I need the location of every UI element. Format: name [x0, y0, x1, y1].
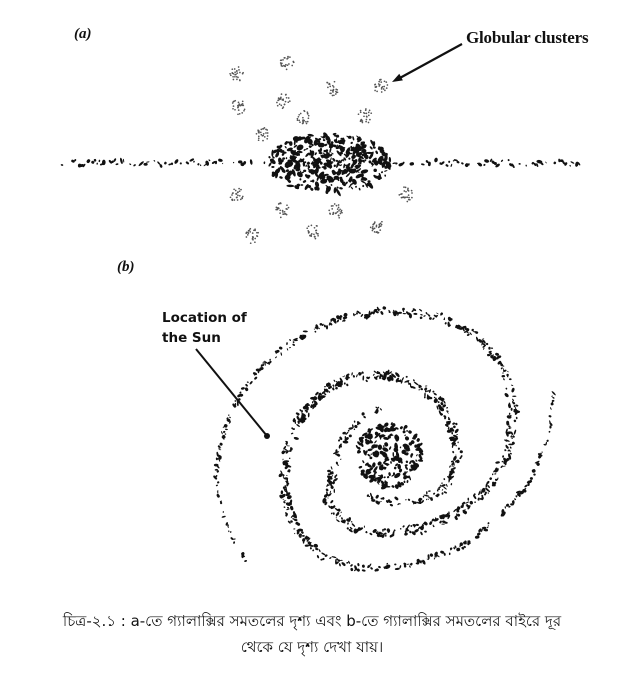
sun-location-dot — [264, 433, 270, 439]
panel-label-b: (b) — [117, 259, 135, 275]
globular-cluster — [280, 56, 295, 71]
globular-cluster — [297, 110, 310, 125]
panel-label-a: (a) — [74, 26, 92, 42]
location-of-sun-line1: Location of — [162, 310, 247, 326]
globular-cluster — [245, 228, 259, 244]
caption-line-2: থেকে যে দৃশ্য দেখা যায়। — [240, 638, 384, 656]
figure-caption — [0, 608, 624, 660]
arrowhead-icon — [392, 74, 403, 82]
globular-cluster — [326, 81, 338, 97]
sun-pointer — [196, 349, 270, 439]
globular-cluster — [276, 93, 291, 109]
globular-cluster — [230, 188, 244, 201]
globular-cluster — [306, 225, 319, 240]
galactic-core-face-on — [355, 422, 424, 491]
globular-cluster — [275, 202, 289, 218]
globular-cluster — [398, 186, 412, 202]
globular-clusters-arrow — [392, 44, 462, 82]
globular-cluster — [256, 127, 269, 141]
location-of-sun-line2: the Sun — [162, 330, 221, 346]
globular-cluster — [328, 203, 343, 219]
globular-cluster — [370, 221, 383, 234]
caption-line-1: চিত্র-২.১ : a-তে গ্যালাক্সির সমতলের দৃশ্য এবং b-তে গ্যালাক্সির সমতলের বাইরে দূর — [62, 612, 562, 630]
globular-cluster — [229, 66, 244, 81]
globular-cluster — [358, 108, 372, 123]
globular-clusters-label: Globular clusters — [466, 28, 589, 47]
globular-cluster — [232, 100, 246, 115]
location-of-sun-label — [162, 308, 247, 348]
arm-outer-bottom — [278, 370, 556, 573]
globular-cluster — [374, 79, 388, 93]
